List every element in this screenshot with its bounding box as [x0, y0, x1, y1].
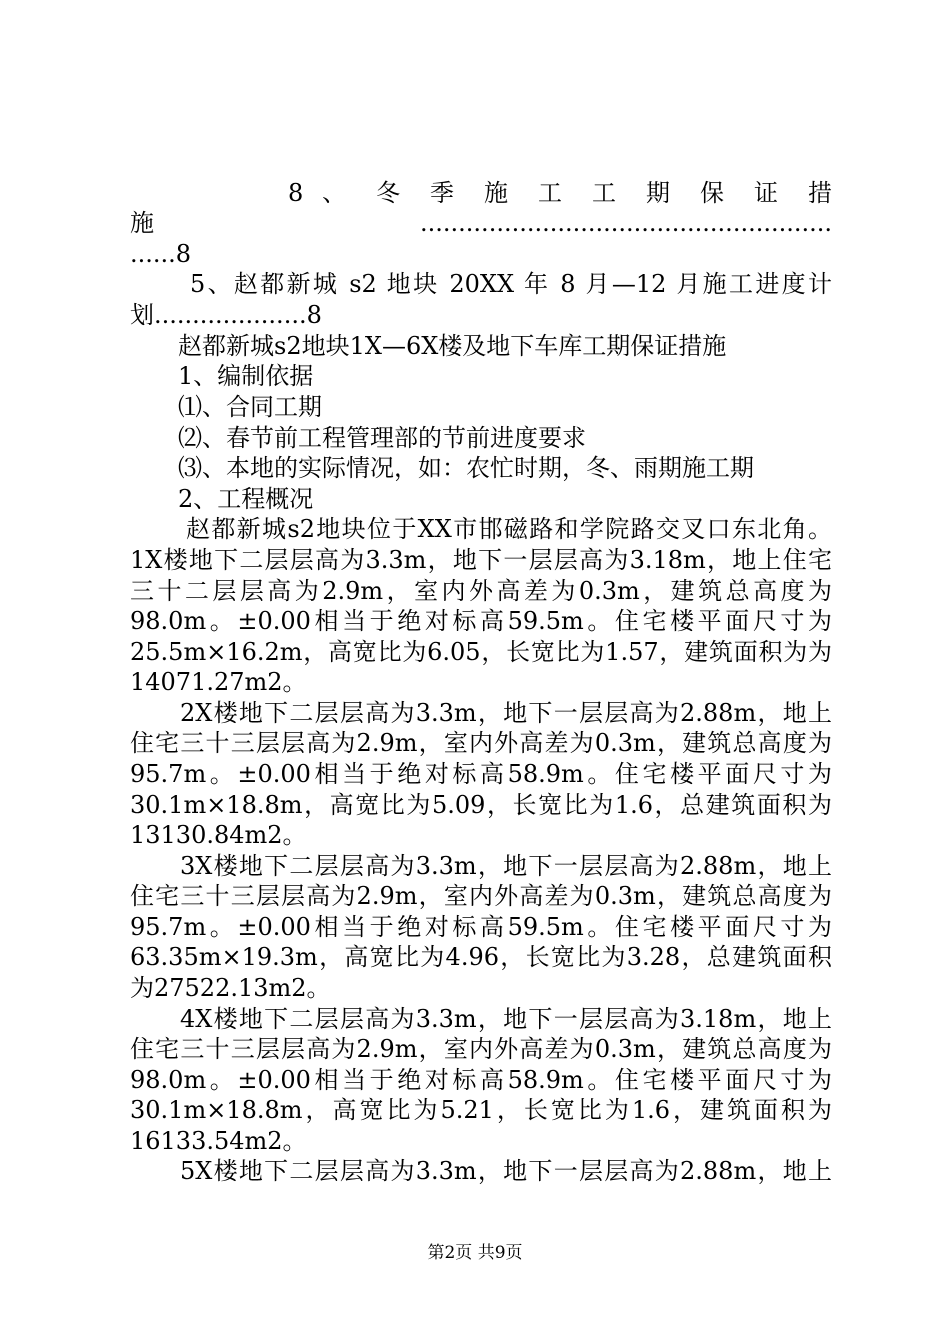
document-title: 赵都新城s2地块1X—6X楼及地下车库工期保证措施: [178, 332, 727, 360]
paragraph-line: 1X楼地下二层层高为3.3m，地下一层层高为3.18m，地上住宅: [130, 546, 832, 574]
paragraph-line: 赵都新城s2地块位于XX市邯磁路和学院路交叉口东北角。: [186, 515, 832, 543]
paragraph-line: 为27522.13m2。: [130, 974, 331, 1002]
paragraph-line: 30.1m×18.8m，高宽比为5.09，长宽比为1.6，总建筑面积为: [130, 791, 832, 819]
paragraph-line: 63.35m×19.3m，高宽比为4.96，长宽比为3.28，总建筑面积: [130, 943, 832, 971]
toc-line: 施......................................................: [130, 209, 832, 237]
paragraph-line: 95.7m。±0.00相当于绝对标高59.5m。住宅楼平面尺寸为: [130, 913, 832, 941]
paragraph-line: 95.7m。±0.00相当于绝对标高58.9m。住宅楼平面尺寸为: [130, 760, 832, 788]
list-item: ⑴、合同工期: [178, 393, 322, 421]
toc-line: 8 、 冬 季 施 工 工 期 保 证 措: [288, 179, 832, 207]
toc-line: ......8: [130, 240, 192, 268]
paragraph-line: 住宅三十三层层高为2.9m，室内外高差为0.3m，建筑总高度为: [130, 729, 832, 757]
toc-line: 划....................8: [130, 301, 322, 329]
paragraph-line: 4X楼地下二层层高为3.3m，地下一层层高为3.18m，地上: [180, 1005, 832, 1033]
section-heading: 1、编制依据: [178, 362, 314, 390]
paragraph-line: 14071.27m2。: [130, 668, 307, 696]
paragraph-line: 16133.54m2。: [130, 1127, 307, 1155]
paragraph-line: 住宅三十三层层高为2.9m，室内外高差为0.3m，建筑总高度为: [130, 1035, 832, 1063]
paragraph-line: 三十二层层高为2.9m，室内外高差为0.3m，建筑总高度为: [130, 577, 832, 605]
paragraph-line: 3X楼地下二层层高为3.3m，地下一层层高为2.88m，地上: [180, 852, 832, 880]
paragraph-line: 98.0m。±0.00相当于绝对标高59.5m。住宅楼平面尺寸为: [130, 607, 832, 635]
paragraph-line: 25.5m×16.2m，高宽比为6.05，长宽比为1.57，建筑面积为为: [130, 638, 832, 666]
list-item: ⑶、本地的实际情况，如：农忙时期，冬、雨期施工期: [178, 454, 754, 482]
paragraph-line: 2X楼地下二层层高为3.3m，地下一层层高为2.88m，地上: [180, 699, 832, 727]
paragraph-line: 30.1m×18.8m，高宽比为5.21，长宽比为1.6，建筑面积为: [130, 1096, 832, 1124]
page-number-footer: 第2页 共9页: [427, 1243, 523, 1263]
paragraph-line: 住宅三十三层层高为2.9m，室内外高差为0.3m，建筑总高度为: [130, 882, 832, 910]
paragraph-line: 5X楼地下二层层高为3.3m，地下一层层高为2.88m，地上: [180, 1157, 832, 1185]
list-item: ⑵、春节前工程管理部的节前进度要求: [178, 424, 586, 452]
toc-line: 5、赵都新城 s2 地块 20XX 年 8 月—12 月施工进度计: [190, 270, 832, 298]
paragraph-line: 13130.84m2。: [130, 821, 307, 849]
paragraph-line: 98.0m。±0.00相当于绝对标高58.9m。住宅楼平面尺寸为: [130, 1066, 832, 1094]
section-heading: 2、工程概况: [178, 485, 314, 513]
